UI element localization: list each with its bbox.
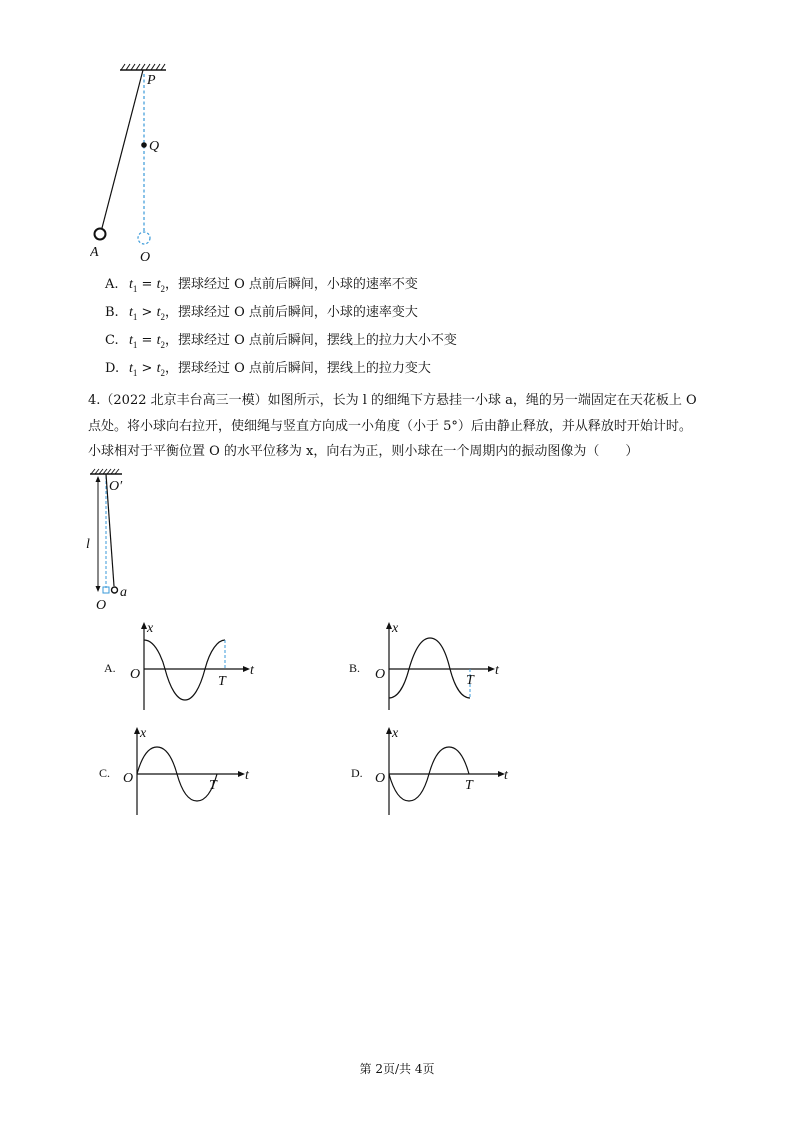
pendulum-figure-1 bbox=[90, 60, 200, 270]
label-O: O bbox=[96, 598, 107, 613]
ceiling-hatch bbox=[121, 64, 165, 70]
option-letter: D. bbox=[105, 361, 120, 376]
label-l: l bbox=[86, 537, 90, 552]
graph-letter: B. bbox=[349, 661, 361, 675]
axis-label-x: x bbox=[140, 726, 147, 741]
option-text: ，摆球经过 O 点前后瞬间，摆线上的拉力变大 bbox=[164, 361, 431, 376]
period-label: T bbox=[466, 673, 474, 688]
option-c bbox=[105, 333, 457, 353]
graph-option-c bbox=[95, 723, 265, 818]
axis-label-x: x bbox=[392, 621, 399, 636]
origin-label: O bbox=[123, 771, 134, 786]
pendulum-string bbox=[102, 70, 143, 228]
question-4-line-1: 4.（2022 北京丰台高三一模）如图所示，长为 l 的细绳下方悬挂一小球 a，绳的另一端固定在天花板上 O bbox=[88, 393, 697, 408]
x-axis-arrow bbox=[238, 771, 245, 777]
option-relation: = bbox=[137, 277, 157, 292]
option-t2: $t_2$ bbox=[156, 361, 165, 378]
option-a bbox=[105, 277, 418, 297]
option-t2: $t_2$ bbox=[156, 333, 165, 350]
x-axis-arrow bbox=[243, 666, 250, 672]
pendulum-figure-2 bbox=[82, 466, 152, 616]
graph-letter: C. bbox=[99, 766, 111, 780]
label-A: A bbox=[90, 245, 99, 260]
option-text: ，摆球经过 O 点前后瞬间，摆线上的拉力大小不变 bbox=[164, 333, 457, 348]
option-letter: B. bbox=[105, 305, 119, 320]
wave-curve bbox=[144, 640, 225, 700]
period-label: T bbox=[465, 778, 473, 793]
axis-label-t: t bbox=[504, 768, 508, 783]
origin-label: O bbox=[375, 667, 386, 682]
option-letter: A. bbox=[105, 277, 119, 292]
label-O: O bbox=[140, 250, 151, 265]
axis-label-t: t bbox=[250, 663, 254, 678]
label-a: a bbox=[120, 585, 127, 600]
option-t1: $t_1$ bbox=[129, 333, 138, 350]
graph-letter: D. bbox=[351, 766, 363, 780]
origin-label: O bbox=[130, 667, 141, 682]
ceiling-hatch bbox=[91, 469, 119, 474]
option-relation: > bbox=[137, 361, 157, 376]
option-text: ，摆球经过 O 点前后瞬间，小球的速率变大 bbox=[164, 305, 418, 320]
dashed-ball-O bbox=[138, 232, 150, 244]
label-O-prime: O′ bbox=[109, 479, 123, 494]
option-b bbox=[105, 305, 418, 325]
page-footer: 第 2页/共 4页 bbox=[359, 1062, 435, 1076]
origin-label: O bbox=[375, 771, 386, 786]
axis-label-x: x bbox=[147, 621, 154, 636]
graph-option-b bbox=[345, 618, 515, 713]
ball-a bbox=[112, 587, 118, 593]
ball-A bbox=[95, 229, 106, 240]
period-label: T bbox=[218, 674, 226, 689]
option-t1: $t_1$ bbox=[129, 305, 138, 322]
x-axis-arrow bbox=[488, 666, 495, 672]
option-t1: $t_1$ bbox=[129, 277, 138, 294]
label-Q: Q bbox=[149, 139, 160, 154]
option-relation: = bbox=[137, 333, 157, 348]
option-t1: $t_1$ bbox=[129, 361, 138, 378]
point-Q bbox=[141, 142, 147, 148]
option-relation: > bbox=[137, 305, 157, 320]
arrow-head-top bbox=[96, 476, 101, 482]
graph-option-a bbox=[100, 618, 270, 713]
graph-letter: A. bbox=[104, 661, 116, 675]
option-letter: C. bbox=[105, 333, 119, 348]
question-4-line-3: 小球相对于平衡位置 O 的水平位移为 x，向右为正，则小球在一个周期内的振动图像为（ ） bbox=[88, 444, 639, 459]
period-label: T bbox=[209, 778, 217, 793]
axis-label-t: t bbox=[245, 768, 249, 783]
axis-label-x: x bbox=[392, 726, 399, 741]
label-P: P bbox=[147, 73, 156, 88]
option-text: ，摆球经过 O 点前后瞬间，小球的速率不变 bbox=[164, 277, 418, 292]
graph-option-d bbox=[345, 723, 515, 818]
arrow-head-bottom bbox=[96, 586, 101, 592]
option-t2: $t_2$ bbox=[156, 277, 165, 294]
axis-label-t: t bbox=[495, 663, 499, 678]
option-t2: $t_2$ bbox=[156, 305, 165, 322]
question-4-line-2: 点处。将小球向右拉开，使细绳与竖直方向成一小角度（小于 5°）后由静止释放，并从释放时开始计时。 bbox=[88, 419, 692, 434]
option-d bbox=[105, 361, 431, 381]
wave-curve bbox=[389, 638, 470, 698]
